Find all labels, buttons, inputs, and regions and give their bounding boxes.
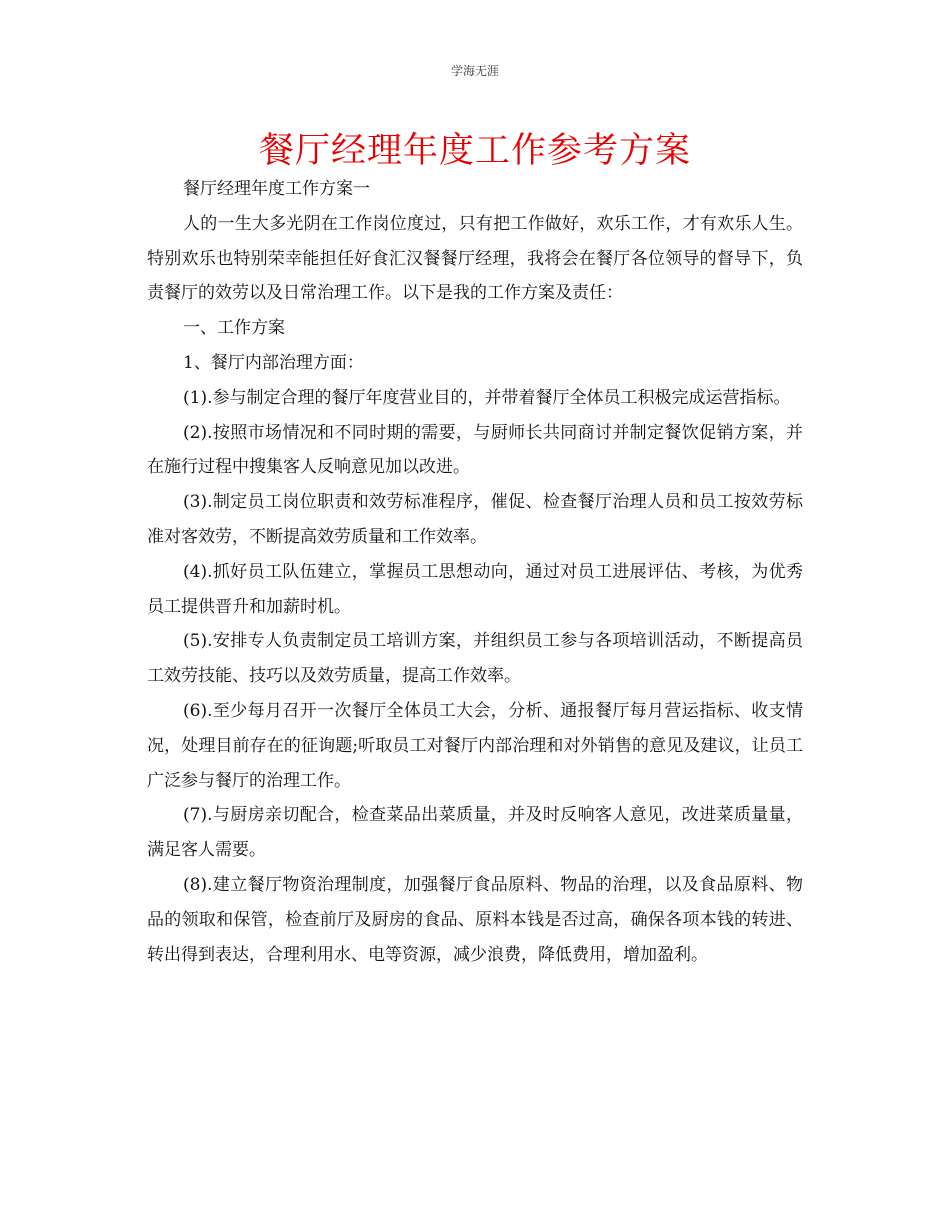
intro-paragraph: 人的一生大多光阴在工作岗位度过，只有把工作做好，欢乐工作，才有欢乐人生。特别欢乐也特别荣幸能担任好食汇汉餐餐厅经理，我将会在餐厅各位领导的督导下，负责餐厅的效劳以及日常治理工作。以下是我的工作方案及责任： <box>147 213 803 304</box>
list-item-3: (3).制定员工岗位职责和效劳标准程序，催促、检查餐厅治理人员和员工按效劳标准对客效劳，不断提高效劳质量和工作效率。 <box>147 492 803 547</box>
list-item-2: (2).按照市场情况和不同时期的需要，与厨师长共同商讨并制定餐饮促销方案，并在施行过程中搜集客人反响意见加以改进。 <box>147 422 803 478</box>
page-header: 学海无涯 <box>450 64 499 78</box>
section-heading-plan-one: 餐厅经理年度工作方案一 <box>183 179 370 199</box>
document-title: 餐厅经理年度工作参考方案 <box>258 131 691 171</box>
list-item-8: (8).建立餐厅物资治理制度，加强餐厅食品原料、物品的治理，以及食品原料、物品的领取和保管，检查前厅及厨房的食品、原料本钱是否过高，确保各项本钱的转进、转出得到表达，合理利用水、电等资源，减少浪费，降低费用，增加盈利。 <box>147 874 803 965</box>
section-heading-work-plan: 一、工作方案 <box>183 318 285 339</box>
list-item-1: (1).参与制定合理的餐厅年度营业目的，并带着餐厅全体员工积极完成运营指标。 <box>183 387 791 408</box>
subsection-heading-internal-management: 1、餐厅内部治理方面： <box>183 352 364 373</box>
list-item-6: (6).至少每月召开一次餐厅全体员工大会，分析、通报餐厅每月营运指标、收支情况，处理目前存在的征询题;听取员工对餐厅内部治理和对外销售的意见及建议，让员工广泛参与餐厅的治理工作。 <box>147 700 803 791</box>
list-item-4: (4).抓好员工队伍建立，掌握员工思想动向，通过对员工进展评估、考核，为优秀员工提供晋升和加薪时机。 <box>147 561 803 617</box>
list-item-5: (5).安排专人负责制定员工培训方案，并组织员工参与各项培训活动，不断提高员工效劳技能、技巧以及效劳质量，提高工作效率。 <box>147 631 803 687</box>
document-body <box>147 172 803 972</box>
list-item-7: (7).与厨房亲切配合，检查菜品出菜质量，并及时反响客人意见，改进菜质量量，满足客人需要。 <box>147 805 803 861</box>
